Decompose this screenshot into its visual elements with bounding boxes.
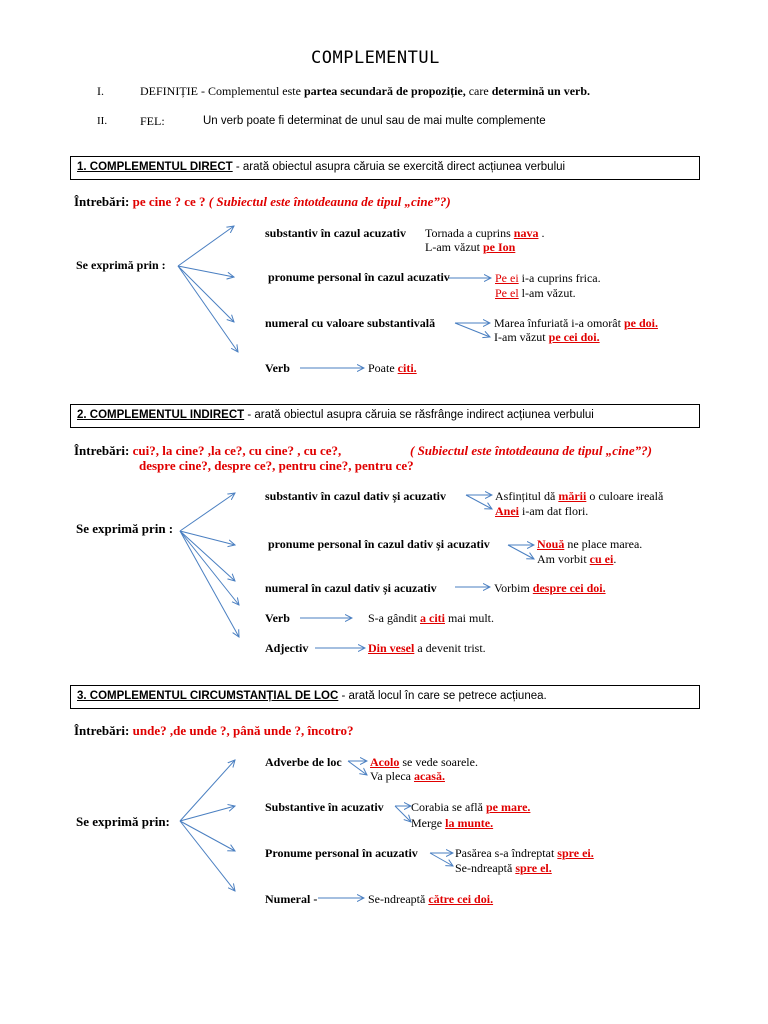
se-exprima-label: Se exprimă prin : [76,521,174,536]
fan-arrow [178,266,234,322]
example-text: Poate citi. [368,361,417,375]
example-text: Nouă ne place marea. [537,537,643,551]
section-heading-box [70,685,700,709]
item-label: pronume personal în cazul dativ și acuzativ [268,537,490,551]
example-text: S-a gândit a citi mai mult. [368,611,494,625]
fel-text: Un verb poate fi determinat de unul sau de mai multe complemente [203,115,546,127]
fan-arrow [180,806,235,821]
example-text: Pe el l-am văzut. [495,286,576,300]
fan-arrow [180,821,235,851]
item-label: Verb [265,361,290,375]
example-arrow [348,761,367,775]
fan-arrow [180,821,235,891]
section-heading: 3. COMPLEMENTUL CIRCUMSTANȚIAL DE LOC - arată locul în care se petrece acțiunea. [77,690,547,702]
section-heading: 1. COMPLEMENTUL DIRECT - arată obiectul asupra căruia se exercită direct acțiunea verbului [77,161,566,173]
example-text: Acolo se vede soarele. [370,755,478,769]
fan-arrow [180,760,235,821]
example-text: Vorbim despre cei doi. [494,581,606,595]
example-text: Va pleca acasă. [370,769,445,783]
fan-arrow [178,266,234,277]
example-text: Se-ndreaptă spre el. [455,861,552,875]
example-text: Corabia se află pe mare. [411,800,531,814]
item-label: Numeral - [265,892,318,906]
questions-line-2: despre cine?, despre ce?, pentru cine?, pentru ce? [139,458,414,473]
example-text: Pasărea s-a îndreptat spre ei. [455,846,594,860]
page-title: COMPLEMENTUL [311,48,440,68]
example-arrow [455,323,490,337]
questions-line: Întrebări: pe cine ? ce ? ( Subiectul este întotdeauna de tipul „cine”?) [74,194,451,209]
example-text: Merge la munte. [411,816,494,830]
item-label: numeral cu valoare substantivală [265,316,436,330]
fan-arrow [180,531,239,637]
fel-number: II. [97,115,108,127]
item-label: numeral în cazul dativ și acuzativ [265,581,437,595]
fan-arrow [178,226,234,266]
item-label: Adverbe de loc [265,755,342,769]
item-label: substantiv în cazul acuzativ [265,226,407,240]
example-arrow [430,853,453,866]
example-text: Am vorbit cu ei. [537,552,617,566]
se-exprima-label: Se exprimă prin : [76,258,166,272]
item-label: substantiv în cazul dativ și acuzativ [265,489,447,503]
example-arrow [466,495,492,509]
example-text: I-am văzut pe cei doi. [494,330,600,344]
fan-arrow [180,531,239,605]
fan-arrow [180,493,235,531]
item-label: Pronume personal în acuzativ [265,846,418,860]
questions-line: Întrebări: unde? ,de unde ?, până unde ?, încotro? [74,723,354,738]
section-heading: 2. COMPLEMENTUL INDIRECT - arată obiectul asupra căruia se răsfrânge indirect acțiunea verbului [77,409,594,421]
section-heading-box [70,156,700,180]
example-arrow [508,545,534,559]
item-label: Adjectiv [265,641,309,655]
example-text: Asfințitul dă mării o culoare ireală [495,489,664,503]
definition-text: DEFINIȚIE - Complementul este partea secundară de propoziție, care determină un verb. [140,84,591,98]
example-text: Din vesel a devenit trist. [368,641,486,655]
example-text: Pe ei i-a cuprins frica. [495,271,601,285]
fan-arrow [178,266,238,352]
item-label: pronume personal în cazul acuzativ [268,270,450,284]
example-arrow [395,806,411,822]
example-text: Se-ndreaptă către cei doi. [368,892,494,906]
questions-line: Întrebări: cui?, la cine? ,la ce?, cu cine? , cu ce?, [74,443,342,458]
questions-note: ( Subiectul este întotdeauna de tipul „cine”?) [410,443,652,458]
example-text: Marea înfuriată i-a omorât pe doi. [494,316,658,330]
example-text: Anei i-am dat flori. [495,504,589,518]
item-label: Verb [265,611,290,625]
se-exprima-label: Se exprimă prin: [76,814,170,829]
section-heading-box [70,404,700,428]
example-text: Tornada a cuprins nava . [425,226,545,240]
example-text: L-am văzut pe Ion [425,240,516,254]
item-label: Substantive în acuzativ [265,800,384,814]
fel-label: FEL: [140,114,165,128]
definition-number: I. [97,84,104,98]
